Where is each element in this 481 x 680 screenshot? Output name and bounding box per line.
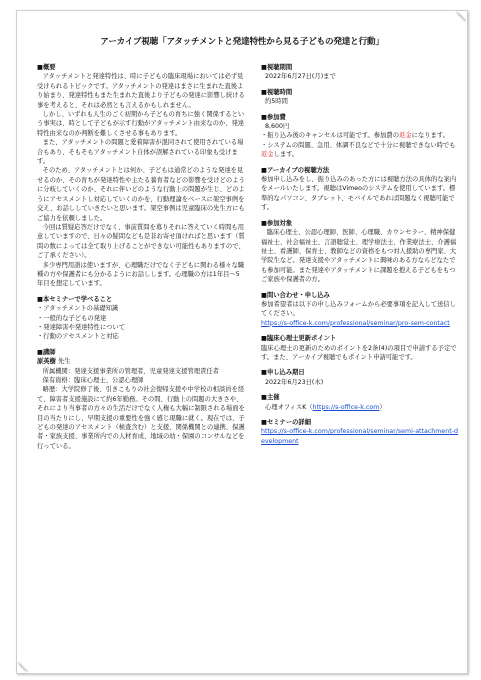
lecturer-affiliation: 所属機関：発達支援事業所の管理者、児童発達支援管理責任者 xyxy=(42,367,219,375)
overview-section xyxy=(37,63,245,289)
lecturer-qualification: 保有資格：臨床心理士、公認心理師 xyxy=(42,377,144,384)
learn-heading: ■本セミナーで学べること xyxy=(37,295,113,303)
duration-value: 約5時間 xyxy=(265,98,288,106)
target-heading: ■参加対象 xyxy=(261,219,293,227)
contact-section xyxy=(261,291,461,329)
fee-note-cancel xyxy=(261,131,461,140)
learn-section xyxy=(37,295,245,342)
refund-highlight: 返金 xyxy=(399,132,412,140)
host-paren: ） xyxy=(379,403,386,411)
learn-item: ・一般的な子どもの発達 xyxy=(37,314,107,322)
fee-note-text: ・振り込み後のキャンセルは可能です。参加費の xyxy=(261,132,400,140)
deadline-value: 2022年6月23日(木) xyxy=(265,378,324,386)
overview-paragraph: そのため、アタッチメントとは何か、子どもは通常どのような発達を見せるのか、その育ちが発達特性や主たる養育者などの影響を受けどのように分岐していくのか、それに伴いどのような行動上の問題が生じ、どのようにアセスメントし対応していくのかを、行動理論をベースに架空事例を交え、お話ししていきたいと思います。架空事例は児童臨床の先生方にもご協力を依頼しました。 xyxy=(37,167,245,222)
points-heading: ■臨床心理士更新ポイント xyxy=(261,335,337,343)
fee-note-system xyxy=(261,141,461,160)
document-page xyxy=(16,10,468,674)
period-section xyxy=(261,63,461,82)
right-column xyxy=(261,63,461,452)
left-column xyxy=(37,63,245,457)
learn-item: ・アタッチメントの基礎知識 xyxy=(37,305,119,313)
lecturer-name: 原英樹 xyxy=(37,358,56,366)
method-section xyxy=(261,166,461,213)
contact-text: 参加希望者は以下の申し込みフォームから必要事項を記入して送信してください。 xyxy=(261,300,456,318)
lecturer-section xyxy=(37,348,245,451)
page-curl-top-right xyxy=(457,11,467,21)
target-text: 臨床心理士、公認心理師、医師、心理職、カウンセラー、精神保健福祉士、社会福祉士、言語聴覚士、理学療法士、作業療法士、介護福祉士、看護師、保育士、教師などの資格をもつ対人援助の専門家、大学院生など。発達支援やアタッチメントに興味のある方ならどなたでも参加可能。また発達やアタッチメントに課題を抱える子どもをもつご家族や保護者の方。 xyxy=(261,229,457,284)
lecturer-career: 略歴：大学院修了後、引きこもりの社会復帰支援や中学校の相談員を経て、障害者支援施設にて約6年勤務。その間、行動上の問題の大きさや、それにより当事者の方々の生活だけでなく人権も大幅に制限される場面を目の当たりにし、早期支援の重要性を強く感じ現職に就く。現在では、子どもの発達のアセスメント（検査含む）と支援、関係機関との連携、保護者・家族支援、事業所内での人材育成、地域の幼・保園のコンサルなどを行っている。 xyxy=(37,386,245,450)
learn-item: ・行動のアセスメントと対応 xyxy=(37,333,119,341)
fee-section xyxy=(261,113,461,160)
points-section xyxy=(261,334,461,362)
duration-section xyxy=(261,88,461,107)
detail-section xyxy=(261,418,461,446)
refund-highlight: 返金 xyxy=(261,151,274,159)
contact-heading: ■問い合わせ・申し込み xyxy=(261,291,330,299)
fee-note-text: ・システムの問題、急用、体調不良などで十分に視聴できない時でも xyxy=(261,141,456,149)
method-text: 参加申し込みをし、振り込みのあった方には視聴方法の具体的な案内をメールいたします。視聴はVimeoのシステムを使用しています。標準的なパソコン、タブレット、モバイルであれば問題なく視聴可能です。 xyxy=(261,176,457,212)
host-name: 心理オフィスK（ xyxy=(265,403,313,411)
page-curl-bottom-left xyxy=(17,663,27,673)
document-title: アーカイブ視聴「アタッチメントと発達特性から見る子どもの発達と行動」 xyxy=(100,37,384,47)
points-text: 臨床心理士の更新のためのポイントを2条(4)の項目で申請する予定です。また、アーカイブ視聴でもポイント申請可能です。 xyxy=(261,344,457,361)
learn-item: ・発達障害や発達特性について xyxy=(37,323,126,331)
overview-paragraph: しかし、いずれも人生のごく初期から子どもの育ちに強く関係するという事実は、時として子どもが示す行動がアタッチメント由来なのか、発達特性由来なのか判断を難しくさせる事もあります。 xyxy=(37,111,245,137)
lecturer-heading: ■講師 xyxy=(37,348,56,356)
target-section xyxy=(261,219,461,285)
host-heading: ■主催 xyxy=(261,394,280,402)
duration-heading: ■視聴時間 xyxy=(261,88,293,96)
lecturer-name-line xyxy=(37,357,245,366)
lecturer-honorific: 先生 xyxy=(55,358,71,366)
host-link[interactable]: https://s-office-k.com xyxy=(312,403,380,411)
deadline-heading: ■申し込み期日 xyxy=(261,369,305,377)
method-heading: ■アーカイブの視聴方法 xyxy=(261,166,330,174)
overview-paragraph: 多少専門用語は使いますが、心理職だけでなく子どもに関わる様々な職種の方や保護者にも分かるようにお話しします。心理職の方は1年目〜5年目を想定しています。 xyxy=(37,261,245,288)
host-section xyxy=(261,393,461,412)
fee-amount: 8,600円 xyxy=(265,123,290,131)
host-line xyxy=(261,403,461,412)
overview-heading: ■概要 xyxy=(37,64,56,71)
period-heading: ■視聴期間 xyxy=(261,64,293,71)
deadline-section xyxy=(261,368,461,387)
period-value: 2022年6月27日(月)まで xyxy=(265,73,336,81)
fee-note-text: になります。 xyxy=(411,132,449,140)
detail-heading: ■セミナーの詳細 xyxy=(261,419,312,426)
detail-link[interactable]: https://s-office-k.com/professional/seminar/semi-attachment-development xyxy=(261,428,459,445)
overview-paragraph: また、アタッチメントの問題と愛着障害が混同されて使用されている場合もあり、そもそもアタッチメント自体が誤解されている印象も受けます。 xyxy=(37,139,244,166)
fee-heading: ■参加費 xyxy=(261,113,286,121)
overview-paragraph: 今回は質疑応答だけでなく、事前質問を募りそれに答えていく時間も用意していますので、日々の疑問なども是非お寄せ頂ければと思います（質問の数によっては全て取り上げることができない可能性もありますので、ご了承ください）。 xyxy=(37,223,245,260)
overview-paragraph: アタッチメントと発達特性は、時に子どもの臨床現場においては必ず見受けられるトピックです。アタッチメントの発達はまさに生まれた直後より始まり、発達特性もまた生まれた直後より子どもの発達に影響し続ける事を考えると、それは必然とも言えるかもしれません。 xyxy=(37,73,245,109)
contact-link[interactable]: https://s-office-k.com/professional/seminar/pro-sem-contact xyxy=(261,319,450,327)
fee-note-text: します。 xyxy=(273,151,299,159)
